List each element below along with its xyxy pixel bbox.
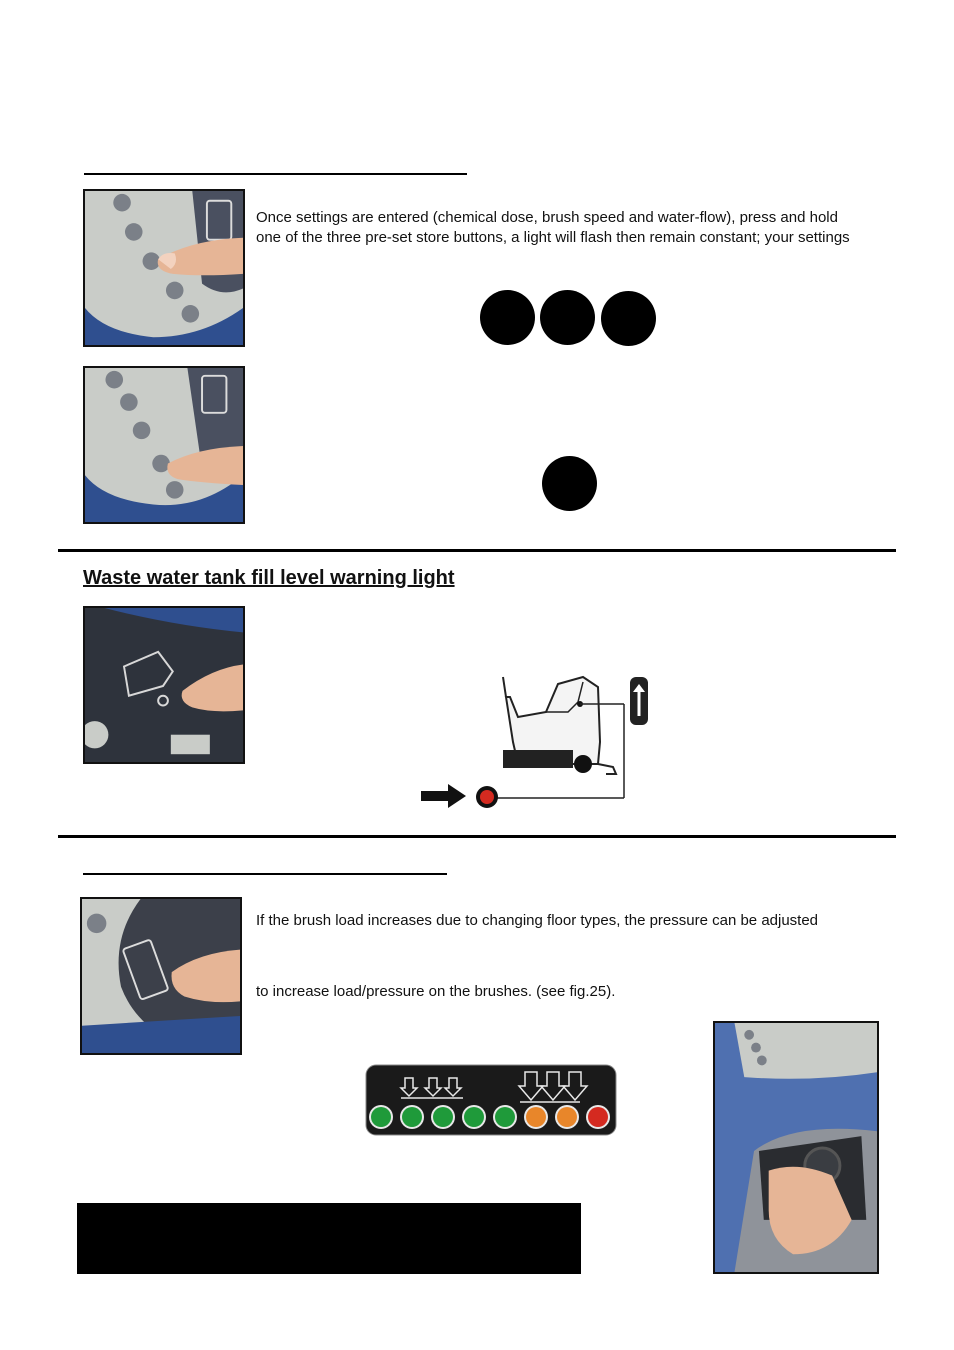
brush-pressure-button-photo — [80, 897, 242, 1055]
preset-instructions-line2: one of the three pre-set store buttons, a light will flash then remain constant; your settings — [256, 229, 850, 246]
led-7 — [557, 1107, 577, 1127]
section-divider-2 — [58, 835, 896, 838]
led-8 — [588, 1107, 608, 1127]
waste-tank-diagram — [418, 672, 650, 810]
preset-indicator-dot-3 — [601, 291, 656, 346]
reset-indicator-dot — [542, 456, 597, 511]
preset-indicator-dot-2 — [540, 290, 595, 345]
brush-pressure-led-panel — [365, 1064, 617, 1136]
led-1 — [371, 1107, 391, 1127]
led-5 — [495, 1107, 515, 1127]
warning-note-box — [77, 1203, 581, 1274]
led-4 — [464, 1107, 484, 1127]
brush-pressure-text-line1: If the brush load increases due to changing floor types, the pressure can be adjusted — [256, 912, 819, 929]
waste-tank-heading: Waste water tank fill level warning light — [83, 567, 455, 589]
pressure-adjust-knob-photo — [713, 1021, 879, 1274]
led-6 — [526, 1107, 546, 1127]
section-title-underline-3 — [83, 873, 447, 875]
section-title-underline-1 — [84, 173, 467, 175]
preset-indicator-dot-1 — [480, 290, 535, 345]
brush-pressure-text-line2: to increase load/pressure on the brushes. (see fig.25). — [256, 983, 616, 1000]
preset-button-photo-1 — [83, 189, 245, 347]
preset-button-photo-2 — [83, 366, 245, 524]
waste-tank-warning-photo — [83, 606, 245, 764]
led-3 — [433, 1107, 453, 1127]
preset-instructions-line1: Once settings are entered (chemical dose, brush speed and water-flow), press and hold — [256, 209, 838, 226]
section-divider-1 — [58, 549, 896, 552]
led-2 — [402, 1107, 422, 1127]
